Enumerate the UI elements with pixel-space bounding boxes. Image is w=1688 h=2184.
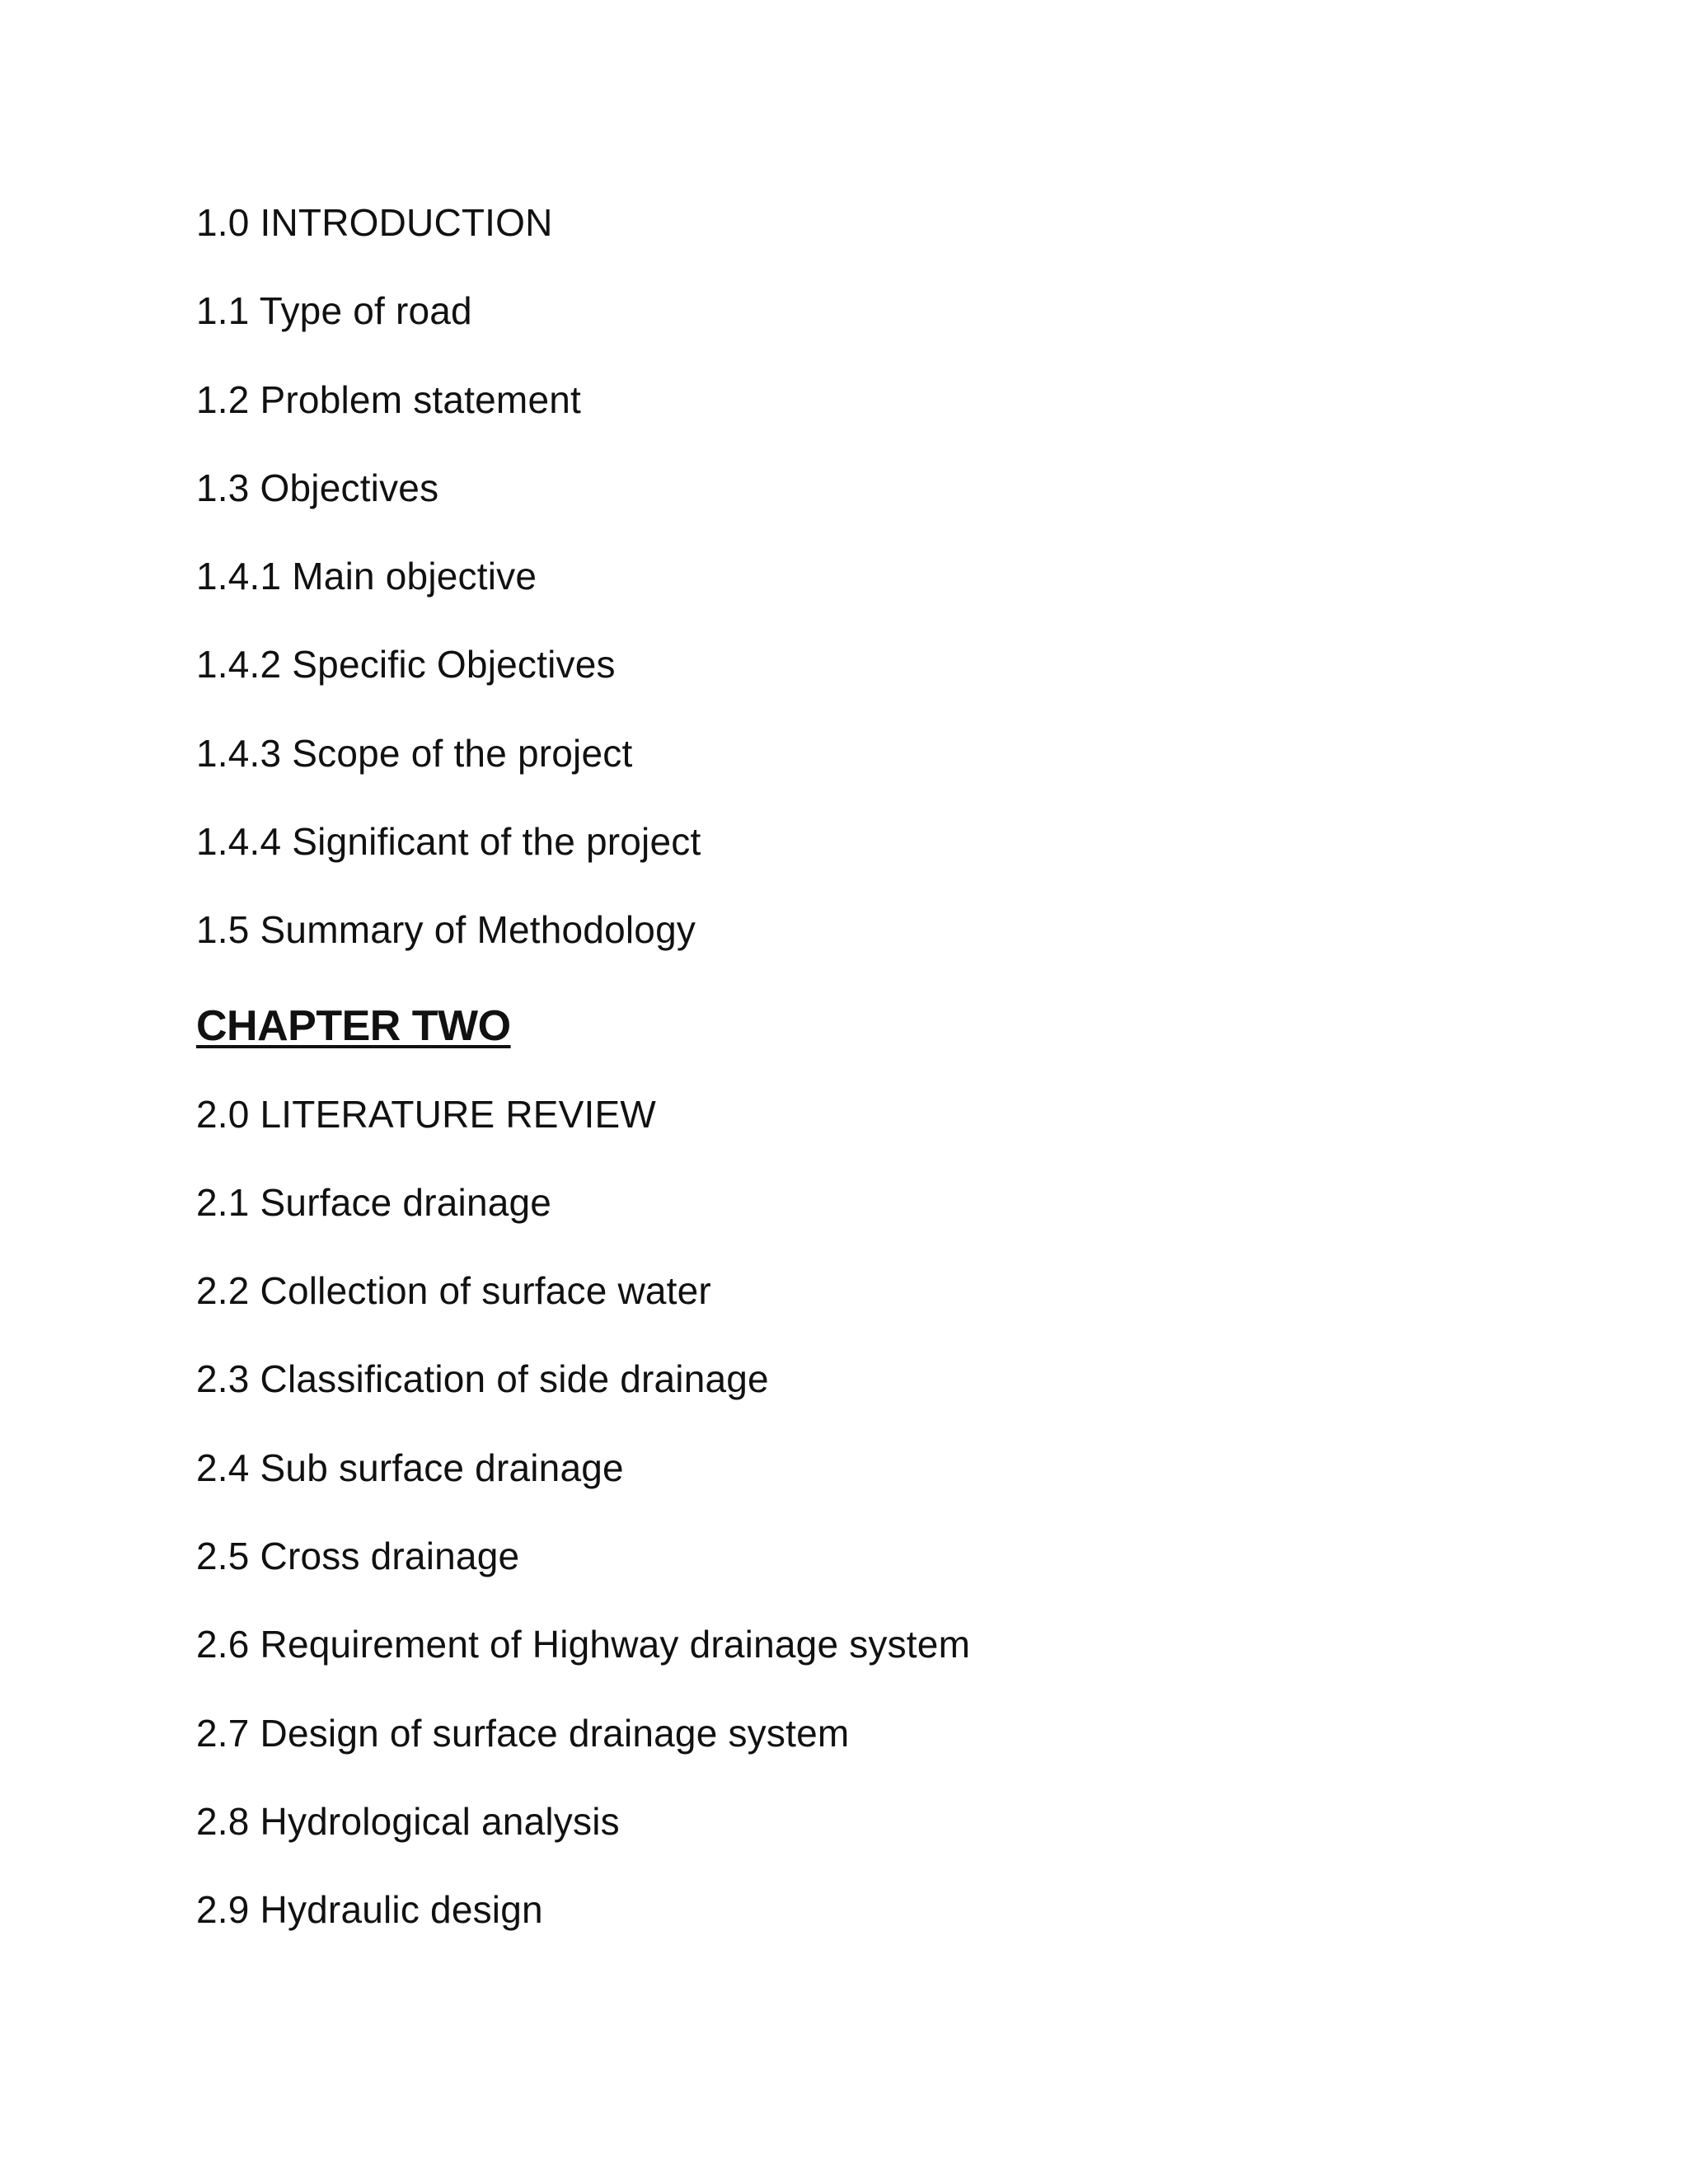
toc-entry-2-8: 2.8 Hydrological analysis (196, 1800, 620, 1843)
toc-entry-2-7: 2.7 Design of surface drainage system (196, 1712, 850, 1755)
toc-entry-1-0: 1.0 INTRODUCTION (196, 201, 553, 244)
toc-entry-1-1: 1.1 Type of road (196, 289, 472, 332)
toc-entry-1-4-4: 1.4.4 Significant of the project (196, 820, 701, 863)
toc-entry-2-3: 2.3 Classification of side drainage (196, 1357, 769, 1400)
toc-entry-1-5: 1.5 Summary of Methodology (196, 908, 696, 951)
toc-entry-1-4-3: 1.4.3 Scope of the project (196, 732, 633, 775)
toc-entry-2-1: 2.1 Surface drainage (196, 1181, 552, 1224)
toc-entry-2-4: 2.4 Sub surface drainage (196, 1446, 624, 1489)
toc-entry-2-6: 2.6 Requirement of Highway drainage system (196, 1623, 971, 1666)
toc-entry-1-4-1: 1.4.1 Main objective (196, 555, 537, 598)
toc-entry-2-9: 2.9 Hydraulic design (196, 1888, 543, 1931)
toc-entry-2-5: 2.5 Cross drainage (196, 1535, 520, 1577)
table-of-contents (196, 0, 1515, 2184)
toc-entry-1-4-2: 1.4.2 Specific Objectives (196, 643, 616, 686)
chapter-two-heading: CHAPTER TWO (196, 1002, 511, 1050)
toc-entry-2-2: 2.2 Collection of surface water (196, 1269, 711, 1312)
toc-entry-1-3: 1.3 Objectives (196, 466, 439, 509)
toc-entry-2-0: 2.0 LITERATURE REVIEW (196, 1093, 657, 1136)
toc-entry-1-2: 1.2 Problem statement (196, 378, 581, 421)
